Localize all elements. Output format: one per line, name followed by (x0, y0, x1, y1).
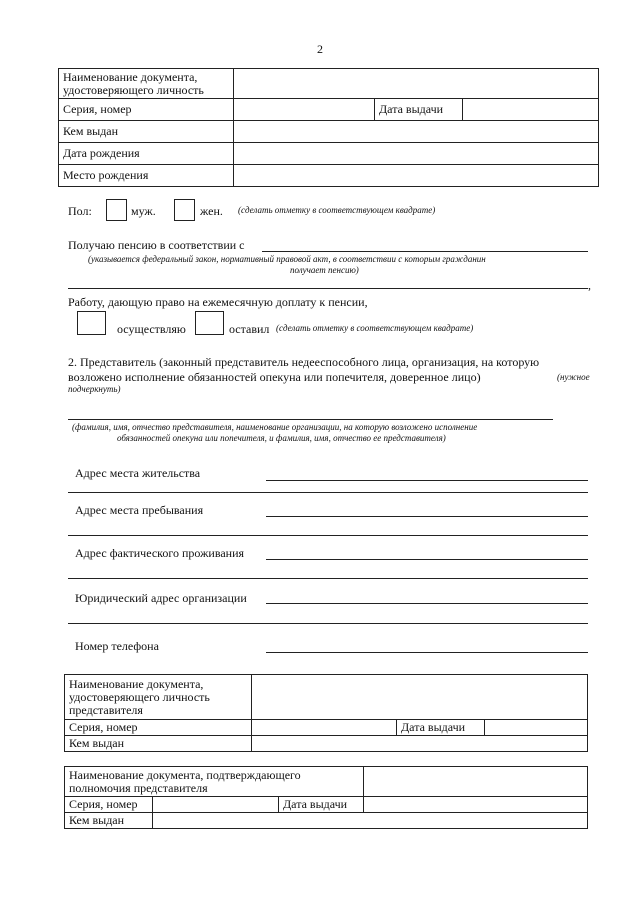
representative-line1: 2. Представитель (законный представитель недееспособного лица, организация, на которую (68, 355, 540, 369)
representative-hint-b: подчеркнуть) (68, 384, 121, 394)
rep-issue-date-label: Дата выдачи (397, 720, 485, 736)
applicant-doc-name-field[interactable] (234, 69, 599, 99)
applicant-issue-date-field[interactable] (463, 99, 599, 121)
applicant-document-table (58, 68, 599, 187)
pension-continuation-line[interactable] (68, 288, 588, 289)
female-label: жен. (200, 204, 223, 218)
residence-address-line[interactable] (266, 480, 588, 481)
authority-document-table (64, 766, 588, 829)
applicant-issued-by-label: Кем выдан (59, 121, 234, 143)
phone-line[interactable] (266, 652, 588, 653)
applicant-issued-by-field[interactable] (234, 121, 599, 143)
representative-name-hint2: обязанностей опекуна или попечителя, и фамилия, имя, отчество ее представителя) (117, 433, 446, 443)
pension-hint-line2: получает пенсию) (290, 265, 359, 275)
stay-address-line-2[interactable] (68, 535, 588, 536)
stay-address-label: Адрес места пребывания (75, 503, 204, 517)
representative-line2: возложено исполнение обязанностей опекуна или попечителя, доверенное лицо) (68, 370, 481, 384)
authority-series-number-label: Серия, номер (65, 797, 153, 813)
gender-hint: (сделать отметку в соответствующем квадрате) (238, 205, 436, 215)
legal-address-line[interactable] (266, 603, 588, 604)
authority-series-number-field[interactable] (153, 797, 279, 813)
rep-doc-name-label: Наименование документа, удостоверяющего личность представителя (65, 675, 252, 720)
work-hint: (сделать отметку в соответствующем квадрате) (276, 323, 474, 333)
male-label: муж. (131, 204, 156, 218)
authority-doc-name-label: Наименование документа, подтверждающего полномочия представителя (65, 767, 364, 797)
applicant-issue-date-label: Дата выдачи (375, 99, 463, 121)
pension-law-line[interactable] (262, 251, 588, 252)
work-text: Работу, дающую право на ежемесячную доплату к пенсии, (68, 295, 368, 309)
birth-date-label: Дата рождения (59, 143, 234, 165)
actual-address-line-2[interactable] (68, 578, 588, 579)
rep-series-number-field[interactable] (252, 720, 397, 736)
stay-address-line[interactable] (266, 516, 588, 517)
rep-issue-date-field[interactable] (485, 720, 588, 736)
rep-issued-by-field[interactable] (252, 736, 588, 752)
birth-place-label: Место рождения (59, 165, 234, 187)
authority-issue-date-label: Дата выдачи (279, 797, 364, 813)
applicant-doc-name-label: Наименование документа, удостоверяющего личность (59, 69, 234, 99)
male-checkbox[interactable] (106, 199, 127, 221)
pension-hint-line1: (указывается федеральный закон, нормативный правовой акт, в соответствии с которым гражданин (88, 254, 486, 264)
representative-name-hint1: (фамилия, имя, отчество представителя, наименование организации, на которую возложено исполнение (72, 422, 478, 432)
representative-name-line[interactable] (68, 419, 553, 420)
stopped-working-label: оставил (229, 322, 270, 336)
legal-address-line-2[interactable] (68, 623, 588, 624)
rep-issued-by-label: Кем выдан (65, 736, 252, 752)
legal-address-label: Юридический адрес организации (75, 591, 247, 605)
actual-address-label: Адрес фактического проживания (75, 546, 245, 560)
female-checkbox[interactable] (174, 199, 195, 221)
residence-address-line-2[interactable] (68, 492, 588, 493)
rep-series-number-label: Серия, номер (65, 720, 252, 736)
applicant-series-number-field[interactable] (234, 99, 375, 121)
authority-doc-name-field[interactable] (364, 767, 588, 797)
working-label: осуществляю (117, 322, 186, 336)
pension-text: Получаю пенсию в соответствии с (68, 238, 245, 252)
gender-label: Пол: (68, 204, 92, 218)
working-checkbox[interactable] (77, 311, 106, 335)
pension-comma: , (588, 278, 591, 292)
page-number: 2 (317, 42, 323, 56)
residence-address-label: Адрес места жительства (75, 466, 201, 480)
authority-issued-by-field[interactable] (153, 813, 588, 829)
birth-place-field[interactable] (234, 165, 599, 187)
actual-address-line[interactable] (266, 559, 588, 560)
phone-label: Номер телефона (75, 639, 159, 653)
stopped-working-checkbox[interactable] (195, 311, 224, 335)
birth-date-field[interactable] (234, 143, 599, 165)
applicant-series-number-label: Серия, номер (59, 99, 234, 121)
authority-issued-by-label: Кем выдан (65, 813, 153, 829)
rep-doc-name-field[interactable] (252, 675, 588, 720)
representative-document-table (64, 674, 588, 752)
representative-hint-a: (нужное (557, 372, 590, 382)
authority-issue-date-field[interactable] (364, 797, 588, 813)
